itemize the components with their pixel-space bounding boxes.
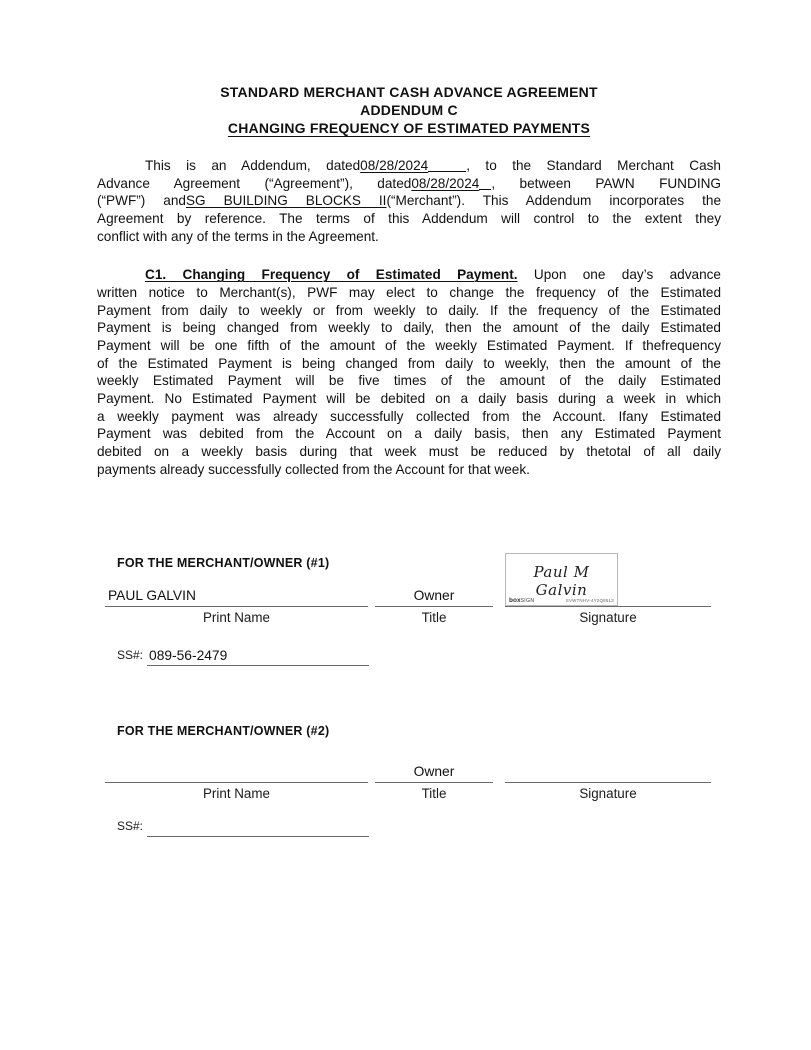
- merchant-owner-1-section: [97, 555, 721, 666]
- owner1-signature-script: Paul M Galvin: [533, 563, 590, 600]
- owner2-signature-line: [505, 742, 711, 783]
- owner1-ssn-value: 089-56-2479: [147, 648, 369, 666]
- intro-paragraph: This is an Addendum, dated08/28/2024 , to the Standard Merchant Cash Advance Agreement (“Agreement”), dated08/28/2024 , between PAWN FUNDING (“PWF”) andSG BUILDING BLOCKS II(“Merchant”). This Addendum incorporates the Agreement by reference. The terms of this Addendum will control to the extent they conflict with any of the terms in the Agreement.: [97, 158, 722, 244]
- owner2-title-value: Owner: [375, 739, 493, 783]
- owner1-title-field: [375, 571, 493, 626]
- owner2-signature-field: [505, 742, 711, 802]
- owner2-print-name-label: Print Name: [203, 786, 270, 802]
- owner1-signature-field: [505, 563, 711, 626]
- owner2-heading: FOR THE MERCHANT/OWNER (#2): [117, 724, 330, 739]
- owner1-ssn-label: SS#:: [117, 648, 144, 663]
- owner2-title-label: Title: [421, 786, 447, 802]
- owner1-title-label: Title: [421, 610, 447, 626]
- title-line-1: STANDARD MERCHANT CASH ADVANCE AGREEMENT: [220, 84, 598, 100]
- title-line-3: CHANGING FREQUENCY OF ESTIMATED PAYMENTS: [227, 120, 591, 136]
- title-line-2: ADDENDUM C: [360, 102, 458, 118]
- owner1-signature-line: [505, 563, 711, 607]
- c1-changing-frequency-paragraph: C1. Changing Frequency of Estimated Payment. Upon one day’s advance written notice to Merchant(s), PWF may elect to change the frequency of the Estimated Payment from daily to weekly or from weekly to daily. If the frequency of the Estimated Payment is being changed from weekly to daily, then the amount of the daily Estimated Payment will be one fifth of the amount of the weekly Estimated Payment. If thefrequency of the Estimated Payment is being changed from daily to weekly, then the amount of the weekly Estimated Payment will be five times of the amount of the daily Estimated Payment. No Estimated Payment will be debited on a daily basis during a week in which a weekly payment was already successfully collected from the Account. Ifany Estimated Payment was debited from the Account on a daily basis, then any Estimated Payment debited on a weekly basis during that week must be reduced by thetotal of all daily payments already successfully collected from the Account for that week.: [97, 267, 721, 477]
- owner2-title-field: [375, 739, 493, 802]
- owner2-signature-label: Signature: [579, 786, 637, 802]
- document-title: [97, 83, 721, 137]
- owner2-print-name-value: [105, 739, 368, 783]
- owner2-print-name-field: [105, 739, 368, 802]
- owner1-signature-stamp: [505, 553, 618, 606]
- owner2-signature-row: [97, 739, 721, 802]
- owner2-ssn-value: [147, 820, 369, 837]
- owner1-print-name-value: PAUL GALVIN: [105, 571, 368, 607]
- owner2-ssn-field: [117, 819, 721, 837]
- merchant-owner-2-section: [97, 723, 721, 837]
- owner1-heading: FOR THE MERCHANT/OWNER (#1): [117, 556, 330, 571]
- signature-verification-code: SVW7NHV-4Y2Q85L3: [565, 598, 614, 604]
- owner1-print-name-label: Print Name: [203, 610, 270, 626]
- boxsign-logo: boxSIGN: [509, 597, 535, 605]
- owner1-signature-label: Signature: [579, 610, 637, 626]
- owner1-print-name-field: [105, 571, 368, 626]
- owner1-title-value: Owner: [375, 571, 493, 607]
- owner2-ssn-label: SS#:: [117, 819, 144, 834]
- boxsign-stamp-row: [509, 597, 614, 604]
- owner1-ssn-field: [117, 648, 721, 666]
